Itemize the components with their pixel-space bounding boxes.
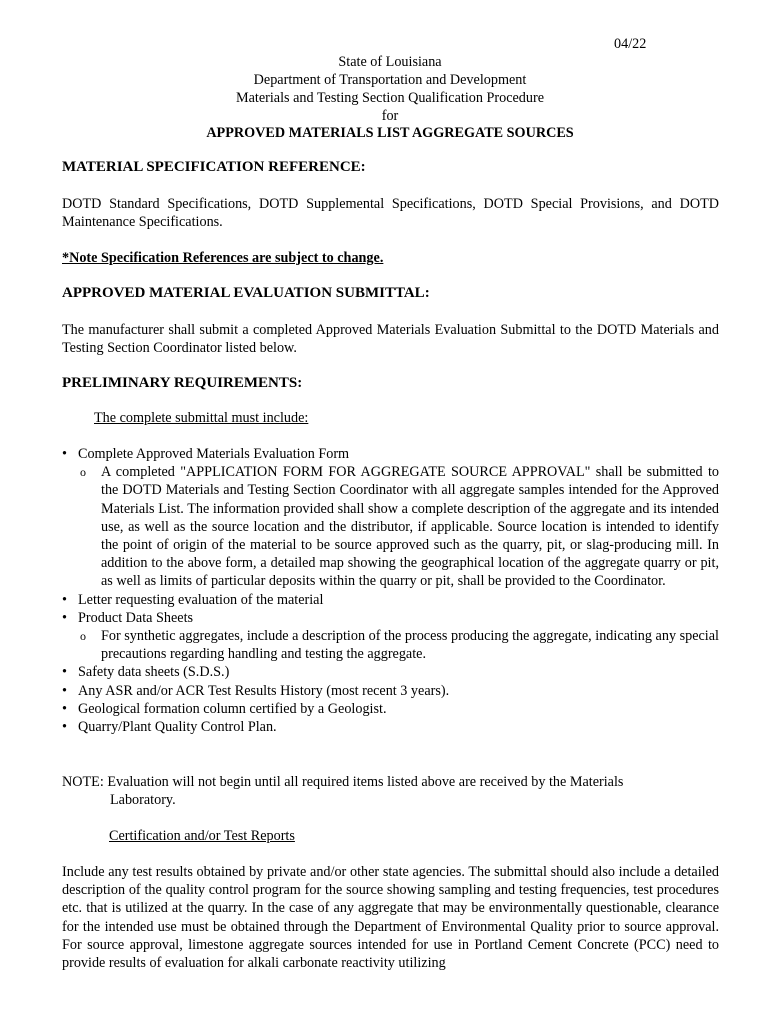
spec-reference-note: *Note Specification References are subject to change.: [62, 250, 384, 266]
bullet-icon: •: [62, 719, 67, 736]
document-title: APPROVED MATERIALS LIST AGGREGATE SOURCES: [206, 125, 574, 141]
header-department: Department of Transportation and Development: [253, 72, 527, 88]
circle-bullet-icon: o: [80, 465, 86, 480]
header-state: State of Louisiana: [338, 54, 442, 70]
header-for: for: [381, 108, 399, 124]
requirements-list: [62, 445, 719, 736]
list-item: • Letter requesting evaluation of the material: [62, 591, 324, 608]
note-line-continued: Laboratory.: [110, 792, 176, 809]
list-item: • Complete Approved Materials Evaluation Form: [62, 446, 350, 462]
bullet-icon: •: [62, 446, 67, 462]
evaluation-note: [62, 773, 719, 809]
bullet-icon: •: [62, 682, 67, 699]
list-item: • Geological formation column certified by a Geologist.: [62, 700, 387, 717]
spec-reference-text: DOTD Standard Specifications, DOTD Supplemental Specifications, DOTD Special Provisions, and DOTD Maintenance Specifications.: [62, 196, 719, 231]
submittal-text: The manufacturer shall submit a completed Approved Materials Evaluation Submittal to the DOTD Materials and Testing Section Coordinator listed below.: [62, 322, 719, 357]
preliminary-subheading: The complete submittal must include:: [94, 410, 309, 426]
bullet-icon: •: [62, 700, 67, 717]
list-item: • Any ASR and/or ACR Test Results History (most recent 3 years).: [62, 682, 450, 699]
list-item: • Product Data Sheets: [62, 609, 194, 626]
certification-text: Include any test results obtained by private and/or other state agencies. The submittal should also include a detailed description of the quality control program for the source showing sampling and testing frequencies, test procedures etc. that is utilized at the quarry. In the case of any aggregate that may be environmentally questionable, clearance for the intended use must be obtained through the Department of Environmental Quality prior to source approval. For source approval, limestone aggregate sources intended for use in Portland Cement Concrete (PCC) need to provide results of evaluation for alkali carbonate reactivity utilizing: [62, 864, 719, 972]
list-item: • Quarry/Plant Quality Control Plan.: [62, 719, 277, 736]
sub-list-item: o For synthetic aggregates, include a description of the process producing the aggregate, indicating any special precautions regarding handling and testing the aggregate.: [80, 628, 719, 663]
sub-list-item: o A completed "APPLICATION FORM FOR AGGREGATE SOURCE APPROVAL" shall be submitted to the DOTD Materials and Testing Section Coordinator with all aggregate samples intended for the Approved Materials List. The information provided shall show a complete description of the aggregate and its intended use, as well as the source location and the distributor, if applicable. Source location is intended to identify the point of origin of the material to be source approved such as the quarry, pit, or slag-producing mill. In addition to the above form, a detailed map showing the geographical location of the aggregate quarry or pit, as well as limits of particular deposits within the quarry or pit, shall be provided to the Coordinator.: [80, 464, 719, 590]
list-item: • Safety data sheets (S.D.S.): [62, 664, 230, 681]
date-code: 04/22: [614, 36, 647, 52]
header-procedure: Materials and Testing Section Qualification Procedure: [235, 90, 545, 106]
spec-reference-heading: MATERIAL SPECIFICATION REFERENCE:: [62, 159, 366, 175]
bullet-icon: •: [62, 664, 67, 681]
bullet-icon: •: [62, 609, 67, 626]
submittal-heading: APPROVED MATERIAL EVALUATION SUBMITTAL:: [62, 285, 430, 301]
note-line: NOTE: Evaluation will not begin until all required items listed above are received by the Materials: [62, 774, 624, 790]
circle-bullet-icon: o: [80, 629, 86, 644]
preliminary-heading: PRELIMINARY REQUIREMENTS:: [62, 375, 303, 391]
certification-heading: Certification and/or Test Reports: [109, 828, 295, 844]
bullet-icon: •: [62, 591, 67, 608]
